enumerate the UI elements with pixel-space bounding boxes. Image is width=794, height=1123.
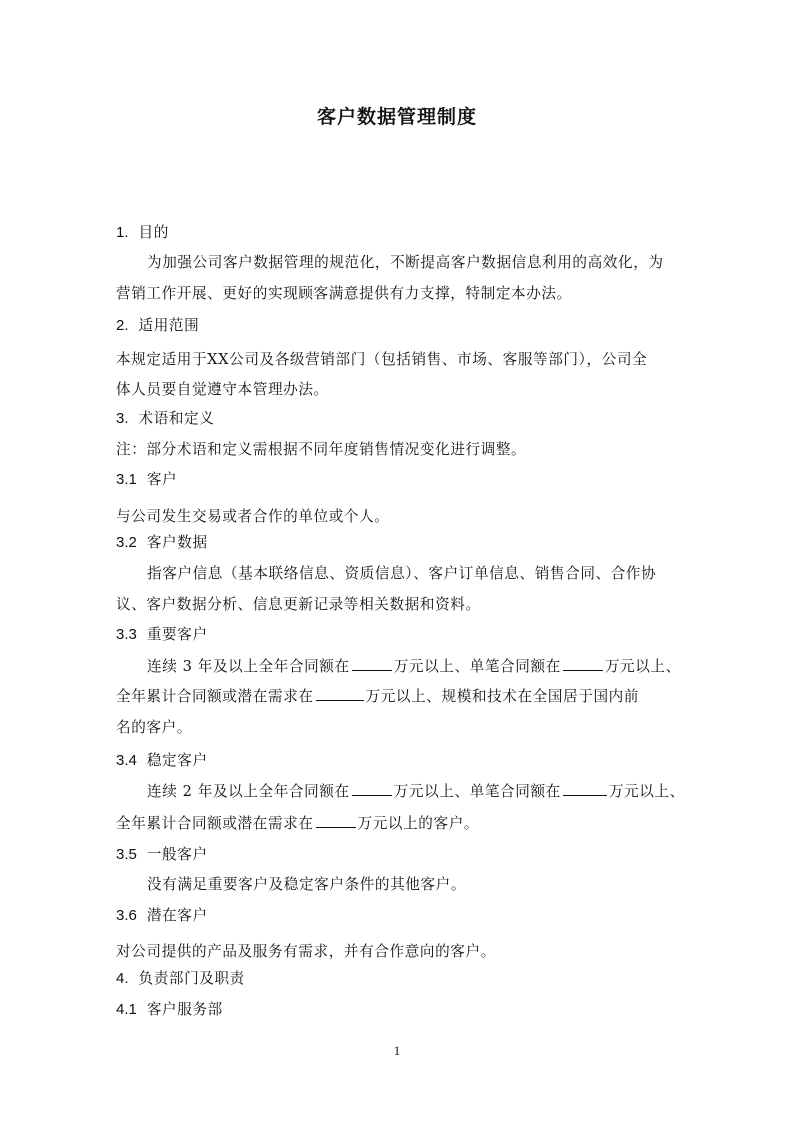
fill-in-blank bbox=[316, 813, 356, 828]
paragraph-line: 指客户信息（基本联络信息、资质信息）、客户订单信息、销售合同、合作协 bbox=[147, 565, 657, 582]
section-title: 客户数据 bbox=[146, 534, 208, 551]
document-title: 客户数据管理制度 bbox=[316, 106, 477, 128]
subsection-heading-3-6 bbox=[116, 906, 208, 926]
text-segment: 万元以上的客户。 bbox=[357, 815, 480, 832]
section-number: 3.6 bbox=[116, 907, 137, 924]
section-title: 重要客户 bbox=[146, 626, 208, 643]
section-number: 3. bbox=[116, 410, 129, 427]
section-number: 3.2 bbox=[116, 534, 137, 551]
paragraph-line: 营销工作开展、更好的实现顾客满意提供有力支撑，特制定本办法。 bbox=[116, 285, 572, 302]
section-number: 4.1 bbox=[116, 1001, 137, 1018]
fill-in-blank bbox=[352, 656, 392, 671]
subsection-heading-3-1 bbox=[116, 470, 177, 490]
section-number: 3.1 bbox=[116, 471, 137, 488]
section-heading-3 bbox=[116, 409, 215, 429]
fill-in-blank bbox=[563, 781, 607, 796]
section-title: 目的 bbox=[138, 224, 169, 241]
section-number: 3.5 bbox=[116, 846, 137, 863]
page-number: 1 bbox=[393, 1043, 401, 1058]
section-title: 术语和定义 bbox=[138, 410, 215, 427]
paragraph-line bbox=[116, 813, 479, 834]
text-segment: 全年累计合同额或潜在需求在 bbox=[116, 815, 314, 832]
subsection-heading-3-3 bbox=[116, 625, 208, 645]
paragraph-line bbox=[147, 656, 681, 677]
section-heading-1 bbox=[116, 223, 169, 243]
text-segment: 万元以上、单笔合同额在 bbox=[393, 783, 561, 800]
section-number: 4. bbox=[116, 970, 129, 987]
fill-in-blank bbox=[563, 656, 603, 671]
section-title: 适用范围 bbox=[138, 317, 200, 334]
paragraph-line bbox=[147, 781, 685, 802]
subsection-heading-3-2 bbox=[116, 533, 208, 553]
subsection-heading-4-1 bbox=[116, 1000, 223, 1020]
section-title: 一般客户 bbox=[146, 846, 208, 863]
fill-in-blank bbox=[352, 781, 392, 796]
paragraph-line bbox=[116, 686, 639, 707]
text-segment: 万元以上、 bbox=[604, 658, 681, 675]
subsection-heading-3-5 bbox=[116, 845, 208, 865]
section-title: 潜在客户 bbox=[146, 907, 208, 924]
subsection-heading-3-4 bbox=[116, 751, 208, 771]
section-number: 1. bbox=[116, 224, 129, 241]
text-segment: 万元以上、 bbox=[608, 783, 685, 800]
paragraph-line: 体人员要自觉遵守本管理办法。 bbox=[116, 381, 329, 398]
section-number: 3.4 bbox=[116, 752, 137, 769]
paragraph-line: 为加强公司客户数据管理的规范化，不断提高客户数据信息利用的高效化，为 bbox=[147, 254, 664, 271]
paragraph-line: 没有满足重要客户及稳定客户条件的其他客户。 bbox=[147, 876, 467, 893]
paragraph-line: 名的客户。 bbox=[116, 719, 192, 736]
section-title: 负责部门及职责 bbox=[138, 970, 245, 987]
text-segment: 连续 2 年及以上全年合同额在 bbox=[147, 783, 350, 800]
text-segment: 万元以上、规模和技术在全国居于国内前 bbox=[365, 688, 640, 705]
section-title: 客户 bbox=[146, 471, 178, 488]
section-heading-4 bbox=[116, 969, 245, 989]
paragraph-line: 与公司发生交易或者合作的单位或个人。 bbox=[116, 508, 390, 525]
section-number: 3.3 bbox=[116, 626, 137, 643]
text-segment: 全年累计合同额或潜在需求在 bbox=[116, 688, 314, 705]
paragraph-line: 议、客户数据分析、信息更新记录等相关数据和资料。 bbox=[116, 596, 481, 613]
note-line: 注：部分术语和定义需根据不同年度销售情况变化进行调整。 bbox=[116, 441, 527, 458]
paragraph-line: 本规定适用于XX公司及各级营销部门（包括销售、市场、客服等部门），公司全 bbox=[116, 351, 648, 368]
paragraph-line: 对公司提供的产品及服务有需求，并有合作意向的客户。 bbox=[116, 943, 496, 960]
section-title: 稳定客户 bbox=[146, 752, 208, 769]
text-segment: 连续 3 年及以上全年合同额在 bbox=[147, 658, 350, 675]
section-heading-2 bbox=[116, 316, 199, 336]
section-number: 2. bbox=[116, 317, 129, 334]
fill-in-blank bbox=[316, 686, 364, 701]
section-title: 客户服务部 bbox=[146, 1001, 223, 1018]
text-segment: 万元以上、单笔合同额在 bbox=[393, 658, 561, 675]
